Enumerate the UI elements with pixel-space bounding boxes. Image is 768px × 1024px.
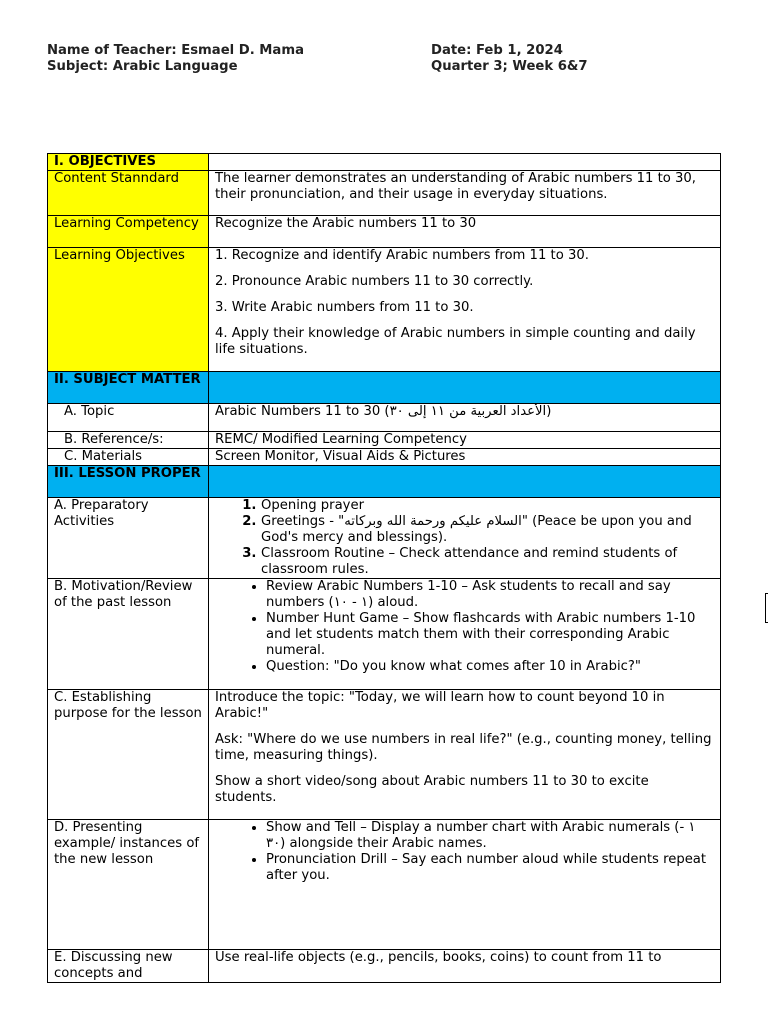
topic-label: A. Topic — [48, 404, 209, 432]
reference-label: B. Reference/s: — [48, 432, 209, 449]
subject-matter-heading-row — [48, 372, 721, 404]
objective-item: 4. Apply their knowledge of Arabic numbers in simple counting and daily life situations. — [215, 326, 696, 357]
subject: Subject: Arabic Language — [47, 59, 238, 74]
motivation-row — [48, 579, 721, 690]
objective-item: 2. Pronounce Arabic numbers 11 to 30 correctly. — [215, 274, 534, 289]
topic-row — [48, 404, 721, 432]
topic-text: Arabic Numbers 11 to 30 (الأعداد العربية من ١١ إلى ٣٠) — [209, 404, 721, 432]
preparatory-list — [215, 498, 714, 578]
materials-label: C. Materials — [48, 449, 209, 466]
reference-text: REMC/ Modified Learning Competency — [209, 432, 721, 449]
motivation-list — [215, 579, 714, 675]
lesson-plan-table — [47, 153, 721, 983]
learning-objectives-list — [209, 248, 721, 372]
paragraph: Show a short video/song about Arabic numbers 11 to 30 to excite students. — [215, 774, 649, 805]
preparatory-list-cell — [209, 498, 721, 579]
subject-matter-heading: II. SUBJECT MATTER — [48, 372, 209, 404]
competency-text: Recognize the Arabic numbers 11 to 30 — [209, 216, 721, 248]
list-item: 3. Classroom Routine – Check attendance and remind students of classroom rules. — [261, 546, 714, 578]
preparatory-label: A. Preparatory Activities — [48, 498, 209, 579]
purpose-label: C. Establishing purpose for the lesson — [48, 690, 209, 820]
purpose-row — [48, 690, 721, 820]
lesson-proper-heading: III. LESSON PROPER — [48, 466, 209, 498]
lesson-proper-heading-row — [48, 466, 721, 498]
discussing-text: Use real-life objects (e.g., pencils, books, coins) to count from 11 to — [209, 950, 721, 983]
objective-item: 3. Write Arabic numbers from 11 to 30. — [215, 300, 474, 315]
competency-label: Learning Competency — [48, 216, 209, 248]
discussing-label: E. Discussing new concepts and — [48, 950, 209, 983]
paragraph: Introduce the topic: "Today, we will learn how to count beyond 10 in Arabic!" — [215, 690, 665, 721]
competency-row — [48, 216, 721, 248]
list-item: • Review Arabic Numbers 1-10 – Ask students to recall and say numbers (١ - ١٠) aloud. — [266, 579, 714, 611]
objectives-heading-row — [48, 154, 721, 171]
materials-row — [48, 449, 721, 466]
quarter-week: Quarter 3; Week 6&7 — [431, 59, 588, 74]
reference-row — [48, 432, 721, 449]
objectives-heading: I. OBJECTIVES — [48, 154, 209, 171]
list-item: • Number Hunt Game – Show flashcards with Arabic numbers 1-10 and let students match them with their corresponding Arabic numeral. — [266, 611, 714, 659]
lesson-date: Date: Feb 1, 2024 — [431, 43, 563, 58]
preparatory-row — [48, 498, 721, 579]
teacher-name: Name of Teacher: Esmael D. Mama — [47, 43, 304, 58]
discussing-row — [48, 950, 721, 983]
presenting-label: D. Presenting example/ instances of the new lesson — [48, 820, 209, 950]
learning-objectives-label: Learning Objectives — [48, 248, 209, 372]
objective-item: 1. Recognize and identify Arabic numbers from 11 to 30. — [215, 248, 589, 263]
content-standard-label: Content Stanndard — [48, 171, 209, 216]
purpose-text — [209, 690, 721, 820]
motivation-label: B. Motivation/Review of the past lesson — [48, 579, 209, 690]
motivation-list-cell — [209, 579, 721, 690]
paragraph: Ask: "Where do we use numbers in real life?" (e.g., counting money, telling time, measuring things). — [215, 732, 712, 763]
content-standard-row — [48, 171, 721, 216]
list-item: • Question: "Do you know what comes after 10 in Arabic?" — [266, 659, 714, 675]
presenting-row — [48, 820, 721, 950]
materials-text: Screen Monitor, Visual Aids & Pictures — [209, 449, 721, 466]
presenting-list — [215, 820, 714, 884]
list-item: • Pronunciation Drill – Say each number aloud while students repeat after you. — [266, 852, 714, 884]
learning-objectives-row — [48, 248, 721, 372]
list-item: 2. Greetings - "السلام عليكم ورحمة الله وبركاته" (Peace be upon you and God's mercy and blessings). — [261, 514, 714, 546]
presenting-list-cell — [209, 820, 721, 950]
list-item: • Show and Tell – Display a number chart with Arabic numerals (١ - ٣٠) alongside their Arabic names. — [266, 820, 714, 852]
list-item: 1. Opening prayer — [261, 498, 714, 514]
content-standard-text: The learner demonstrates an understanding of Arabic numbers 11 to 30, their pronunciation, and their usage in everyday situations. — [209, 171, 721, 216]
document-header — [47, 43, 727, 75]
